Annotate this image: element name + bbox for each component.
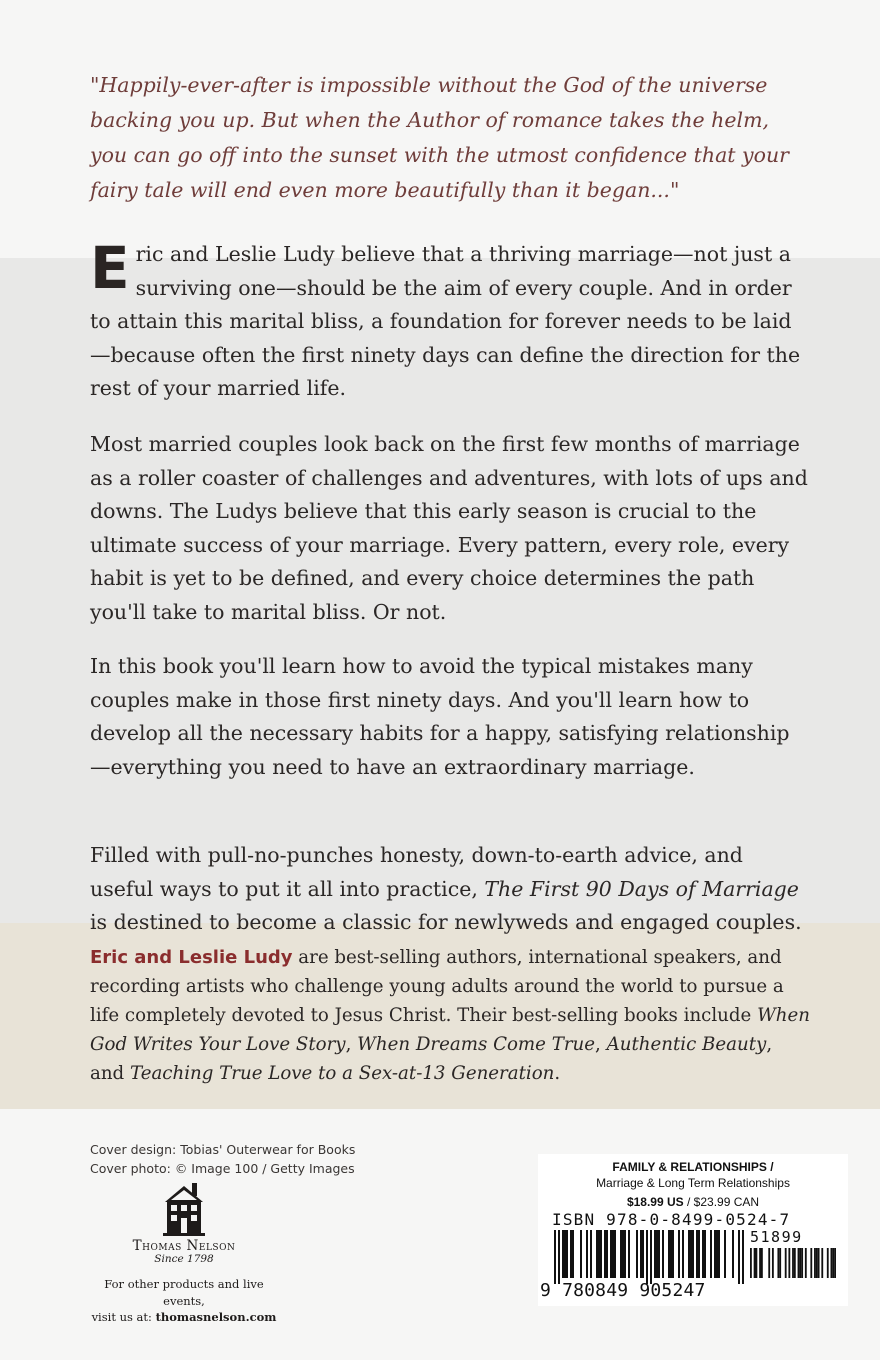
ean-bar [682,1230,684,1278]
ean-bar [696,1230,698,1278]
price-bar [810,1248,812,1278]
price-line [538,1195,848,1209]
publisher-since: Since 1798 [154,1253,214,1265]
price-bar [834,1248,836,1278]
ean-bar [668,1230,670,1278]
p4-text-before: Filled with pull-no-punches honesty, down-to-earth advice, and useful ways to put it all into practice, [90,843,743,901]
ean-bar [572,1230,574,1278]
price-bar [768,1248,770,1278]
ean-bar [606,1230,608,1278]
ean-bar [614,1230,616,1278]
ean-bar [570,1230,572,1278]
category-line-1: FAMILY & RELATIONSHIPS / [612,1160,774,1174]
price-bar [788,1248,790,1278]
ean-bar [642,1230,644,1278]
ean-bar [650,1230,652,1284]
visit-line-2 [90,1309,278,1326]
price-bar [827,1248,829,1278]
ean-bar [724,1230,726,1278]
barcode-panel [538,1154,848,1306]
price-bar [821,1248,823,1278]
ean-bar [586,1230,588,1278]
ean-bar [654,1230,656,1278]
p4-text-after: is destined to become a classic for newlyweds and engaged couples. [90,910,802,934]
ean-bar [662,1230,664,1278]
ean-bar [564,1230,566,1278]
drop-cap: E [90,234,130,302]
price-bar [759,1248,761,1278]
ean-bar [580,1230,582,1278]
ean-bar [704,1230,706,1278]
bio-book-1: When God Writes Your Love Story [90,1005,810,1055]
ean-number: 9 780849 905247 [540,1280,706,1301]
ean-bar [612,1230,614,1278]
description-paragraph-4 [90,839,810,940]
price-bar [779,1248,781,1278]
cover-design-credit: Cover design: Tobias' Outerwear for Books [90,1142,356,1157]
ean-bar [718,1230,720,1278]
publisher-house-logo-icon [159,1180,209,1236]
ean-bar [566,1230,568,1278]
pull-quote: "Happily-ever-after is impossible without the God of the universe backing you up. But when the Author of romance takes the helm, you can go off into the sunset with the utmost confidence that your fairy tale will end even more beautifully than it began..." [90,73,789,202]
price-bar [785,1248,787,1278]
price-bar [794,1248,796,1278]
bio-end: . [554,1063,561,1084]
ean-bar [590,1230,592,1278]
ean-bar [604,1230,606,1278]
book-title: The First 90 Days of Marriage [484,876,799,901]
publisher-website-link[interactable]: thomasnelson.com [155,1310,277,1324]
visit-prefix: visit us at: [91,1310,156,1324]
category-line-2: Marriage & Long Term Relationships [596,1176,790,1190]
cover-credits [90,1141,355,1178]
ean-bar [688,1230,690,1278]
ean-bar [714,1230,716,1278]
price-us: $18.99 US [626,1195,684,1209]
price-bar [816,1248,818,1278]
price-bar [798,1248,800,1278]
ean-bar [670,1230,672,1278]
ean-bar [698,1230,700,1278]
price-bar [832,1248,834,1278]
price-bar [755,1248,757,1278]
price-can: / $23.99 CAN [683,1195,760,1209]
ean-bar [636,1230,638,1278]
isbn-label: ISBN 978-0-8499-0524-7 [552,1210,791,1229]
price-bar [777,1248,779,1278]
description-paragraph-1-text: ric and Leslie Ludy believe that a thriving marriage—not just a surviving one—should be the aim of every couple. And in order to attain this marital bliss, a foundation for forever needs to be laid—because often the first ninety days can define the direction for the rest of your married life. [90,242,801,400]
ean-barcode [554,1230,744,1284]
ean-bar [624,1230,626,1278]
ean-bar [710,1230,712,1278]
ean-bar [558,1230,560,1284]
publisher-name: Thomas Nelson [132,1238,236,1254]
price-bar [754,1248,756,1278]
ean-bar [620,1230,622,1278]
ean-bar [678,1230,680,1278]
price-bar [761,1248,763,1278]
description-paragraph-1 [90,234,810,406]
ean-bar [716,1230,718,1278]
publisher-visit-info [90,1276,278,1326]
ean-bar [562,1230,564,1278]
price-bar [799,1248,801,1278]
price-barcode [750,1248,836,1284]
ean-bar [622,1230,624,1278]
description-paragraph-2: Most married couples look back on the first few months of marriage as a roller coaster of challenges and adventures, with lots of ups and downs. The Ludys believe that this early season is crucial to the ultimate success of your marriage. Every pattern, every role, every habit is yet to be defined, and every choice determines the path you'll take to marital bliss. Or not. [90,432,808,624]
price-bar [814,1248,816,1278]
ean-bar [738,1230,740,1284]
ean-bar [672,1230,674,1278]
price-bar [750,1248,752,1278]
ean-bar [690,1230,692,1278]
ean-bar [742,1230,744,1284]
ean-bar [702,1230,704,1278]
ean-bar [732,1230,734,1278]
author-bio [90,943,810,1088]
price-bar [818,1248,820,1278]
description-paragraph-3: In this book you'll learn how to avoid the typical mistakes many couples make in those first ninety days. And you'll learn how to develop all the necessary habits for a happy, satisfying relationship—everything you need to have an extraordinary marriage. [90,654,790,779]
ean-bar [610,1230,612,1278]
ean-bar [646,1230,648,1284]
price-bar [792,1248,794,1278]
ean-bar [600,1230,602,1278]
ean-bar [596,1230,598,1278]
bio-book-3: Authentic Beauty [606,1034,767,1055]
bio-separator: , [595,1034,607,1055]
price-bar [831,1248,833,1278]
price-bar [805,1248,807,1278]
price-code: 51899 [750,1228,803,1246]
cover-photo-credit: Cover photo: © Image 100 / Getty Images [90,1160,355,1176]
bio-book-2: When Dreams Come True [357,1034,596,1055]
ean-bar [658,1230,660,1278]
bio-separator: , [345,1034,358,1055]
bio-book-4: Teaching True Love to a Sex-at-13 Generation [129,1063,555,1084]
ean-bar [628,1230,630,1278]
ean-bar [598,1230,600,1278]
bio-separator: , and [90,1034,773,1084]
publisher-block [90,1180,278,1265]
ean-bar [640,1230,642,1278]
price-bar [772,1248,774,1278]
price-bar [801,1248,803,1278]
author-names: Eric and Leslie Ludy [90,947,293,968]
ean-bar [656,1230,658,1278]
visit-line-1: For other products and live events, [104,1277,264,1308]
bio-text: are best-selling authors, international speakers, and recording artists who challenge young adults around the world to pursue a life completely devoted to Jesus Christ. Their best-selling books include [90,947,784,1026]
ean-bar [692,1230,694,1278]
ean-bar [554,1230,556,1284]
